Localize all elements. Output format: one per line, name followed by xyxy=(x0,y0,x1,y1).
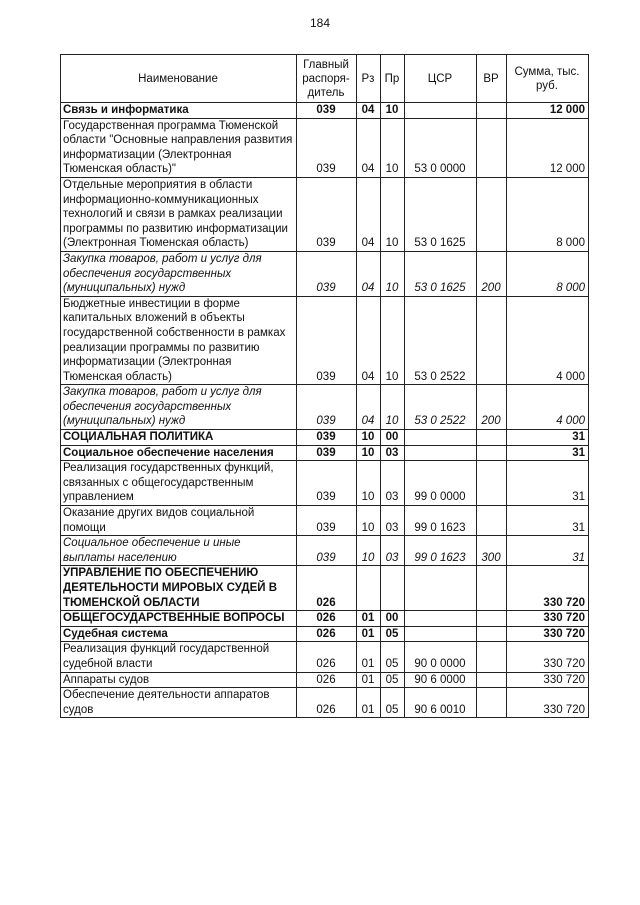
table-row xyxy=(61,536,589,566)
cell-csr: 90 0 0000 xyxy=(405,642,477,672)
table-row xyxy=(61,688,589,718)
table-row xyxy=(61,296,589,385)
cell-rz: 10 xyxy=(357,536,381,566)
cell-rz: 10 xyxy=(357,461,381,506)
cell-rz: 04 xyxy=(357,296,381,385)
table-row xyxy=(61,103,589,119)
cell-csr xyxy=(405,445,477,461)
cell-vr xyxy=(477,296,507,385)
cell-sum: 8 000 xyxy=(507,251,589,296)
cell-admin: 026 xyxy=(297,688,357,718)
cell-name: Судебная система xyxy=(61,626,297,642)
cell-pr: 05 xyxy=(381,626,405,642)
cell-rz: 04 xyxy=(357,251,381,296)
table-row xyxy=(61,251,589,296)
cell-pr: 10 xyxy=(381,177,405,251)
cell-csr: 90 6 0010 xyxy=(405,688,477,718)
cell-sum: 330 720 xyxy=(507,672,589,688)
cell-csr xyxy=(405,611,477,627)
cell-admin: 039 xyxy=(297,385,357,430)
cell-admin: 039 xyxy=(297,251,357,296)
header-csr: ЦСР xyxy=(405,55,477,103)
cell-sum: 330 720 xyxy=(507,688,589,718)
cell-rz: 04 xyxy=(357,118,381,177)
header-sum: Сумма, тыс. руб. xyxy=(507,55,589,103)
cell-name: УПРАВЛЕНИЕ ПО ОБЕСПЕЧЕНИЮ ДЕЯТЕЛЬНОСТИ МИРОВЫХ СУДЕЙ В ТЮМЕНСКОЙ ОБЛАСТИ xyxy=(61,566,297,611)
cell-admin: 026 xyxy=(297,611,357,627)
cell-vr xyxy=(477,642,507,672)
budget-table xyxy=(60,54,589,718)
cell-sum: 31 xyxy=(507,461,589,506)
cell-csr xyxy=(405,626,477,642)
cell-sum: 31 xyxy=(507,506,589,536)
cell-vr xyxy=(477,506,507,536)
cell-sum: 330 720 xyxy=(507,611,589,627)
cell-rz: 04 xyxy=(357,177,381,251)
cell-name: Аппараты судов xyxy=(61,672,297,688)
cell-sum: 31 xyxy=(507,536,589,566)
cell-name: СОЦИАЛЬНАЯ ПОЛИТИКА xyxy=(61,430,297,446)
cell-sum: 330 720 xyxy=(507,566,589,611)
table-row xyxy=(61,430,589,446)
cell-admin: 039 xyxy=(297,506,357,536)
cell-name: Бюджетные инвестиции в форме капитальных вложений в объекты государственной собственности в рамках реализации программы по развитию информатизации (Электронная Тюменская область) xyxy=(61,296,297,385)
cell-pr: 10 xyxy=(381,103,405,119)
cell-rz: 01 xyxy=(357,688,381,718)
cell-csr xyxy=(405,103,477,119)
table-row xyxy=(61,566,589,611)
cell-name: Реализация функций государственной судебной власти xyxy=(61,642,297,672)
cell-csr: 53 0 2522 xyxy=(405,385,477,430)
cell-rz: 01 xyxy=(357,642,381,672)
cell-pr: 03 xyxy=(381,445,405,461)
cell-name: Оказание других видов социальной помощи xyxy=(61,506,297,536)
cell-csr: 53 0 2522 xyxy=(405,296,477,385)
table-row xyxy=(61,118,589,177)
cell-vr xyxy=(477,445,507,461)
cell-sum: 4 000 xyxy=(507,296,589,385)
page-number: 184 xyxy=(309,16,331,30)
cell-vr: 200 xyxy=(477,385,507,430)
cell-pr: 05 xyxy=(381,672,405,688)
cell-vr: 200 xyxy=(477,251,507,296)
cell-vr xyxy=(477,672,507,688)
header-name: Наименование xyxy=(61,55,297,103)
cell-admin: 039 xyxy=(297,103,357,119)
cell-csr: 90 6 0000 xyxy=(405,672,477,688)
cell-vr xyxy=(477,688,507,718)
cell-pr xyxy=(381,566,405,611)
cell-rz: 04 xyxy=(357,385,381,430)
cell-admin: 026 xyxy=(297,672,357,688)
cell-rz: 10 xyxy=(357,445,381,461)
cell-name: Закупка товаров, работ и услуг для обеспечения государственных (муниципальных) нужд xyxy=(61,385,297,430)
cell-csr: 99 0 1623 xyxy=(405,536,477,566)
cell-pr: 05 xyxy=(381,688,405,718)
cell-admin: 039 xyxy=(297,536,357,566)
cell-sum: 31 xyxy=(507,445,589,461)
cell-csr: 99 0 0000 xyxy=(405,461,477,506)
cell-pr: 10 xyxy=(381,296,405,385)
cell-pr: 10 xyxy=(381,251,405,296)
cell-pr: 03 xyxy=(381,506,405,536)
cell-csr xyxy=(405,430,477,446)
cell-admin: 039 xyxy=(297,461,357,506)
cell-pr: 00 xyxy=(381,430,405,446)
cell-name: Социальное обеспечение и иные выплаты населению xyxy=(61,536,297,566)
table-row xyxy=(61,626,589,642)
header-admin: Главный распоря-дитель xyxy=(297,55,357,103)
cell-pr: 05 xyxy=(381,642,405,672)
cell-rz: 10 xyxy=(357,430,381,446)
table-row xyxy=(61,445,589,461)
cell-pr: 03 xyxy=(381,536,405,566)
cell-admin: 026 xyxy=(297,626,357,642)
cell-sum: 8 000 xyxy=(507,177,589,251)
cell-csr: 53 0 0000 xyxy=(405,118,477,177)
cell-vr xyxy=(477,177,507,251)
cell-csr: 99 0 1623 xyxy=(405,506,477,536)
table-row xyxy=(61,611,589,627)
table-row xyxy=(61,177,589,251)
cell-sum: 12 000 xyxy=(507,118,589,177)
cell-pr: 10 xyxy=(381,385,405,430)
cell-csr xyxy=(405,566,477,611)
cell-vr xyxy=(477,461,507,506)
table-body xyxy=(61,103,589,718)
cell-name: Государственная программа Тюменской области "Основные направления развития информатизации (Электронная Тюменская область)" xyxy=(61,118,297,177)
cell-csr: 53 0 1625 xyxy=(405,177,477,251)
cell-admin: 039 xyxy=(297,296,357,385)
cell-rz: 01 xyxy=(357,611,381,627)
table-row xyxy=(61,385,589,430)
cell-pr: 10 xyxy=(381,118,405,177)
cell-vr xyxy=(477,118,507,177)
cell-vr xyxy=(477,566,507,611)
cell-rz xyxy=(357,566,381,611)
cell-admin: 026 xyxy=(297,566,357,611)
cell-name: Закупка товаров, работ и услуг для обеспечения государственных (муниципальных) нужд xyxy=(61,251,297,296)
cell-vr xyxy=(477,430,507,446)
cell-admin: 039 xyxy=(297,177,357,251)
cell-vr xyxy=(477,626,507,642)
cell-pr: 03 xyxy=(381,461,405,506)
table-row xyxy=(61,461,589,506)
cell-name: Реализация государственных функций, связанных с общегосударственным управлением xyxy=(61,461,297,506)
cell-name: Обеспечение деятельности аппаратов судов xyxy=(61,688,297,718)
header-vr: ВР xyxy=(477,55,507,103)
cell-name: Связь и информатика xyxy=(61,103,297,119)
cell-rz: 04 xyxy=(357,103,381,119)
cell-name: Социальное обеспечение населения xyxy=(61,445,297,461)
cell-pr: 00 xyxy=(381,611,405,627)
cell-admin: 039 xyxy=(297,118,357,177)
cell-rz: 01 xyxy=(357,626,381,642)
cell-csr: 53 0 1625 xyxy=(405,251,477,296)
table-row xyxy=(61,506,589,536)
cell-rz: 10 xyxy=(357,506,381,536)
cell-name: ОБЩЕГОСУДАРСТВЕННЫЕ ВОПРОСЫ xyxy=(61,611,297,627)
cell-rz: 01 xyxy=(357,672,381,688)
cell-vr xyxy=(477,611,507,627)
cell-sum: 330 720 xyxy=(507,642,589,672)
cell-name: Отдельные мероприятия в области информационно-коммуникационных технологий и связи в рамках реализации программы по развитию информатизации (Электронная Тюменская область) xyxy=(61,177,297,251)
cell-admin: 039 xyxy=(297,445,357,461)
header-rz: Рз xyxy=(357,55,381,103)
table-row xyxy=(61,672,589,688)
cell-admin: 039 xyxy=(297,430,357,446)
cell-sum: 31 xyxy=(507,430,589,446)
cell-sum: 330 720 xyxy=(507,626,589,642)
cell-vr: 300 xyxy=(477,536,507,566)
table-header-row xyxy=(61,55,589,103)
table-row xyxy=(61,642,589,672)
cell-admin: 026 xyxy=(297,642,357,672)
cell-sum: 4 000 xyxy=(507,385,589,430)
header-pr: Пр xyxy=(381,55,405,103)
cell-vr xyxy=(477,103,507,119)
cell-sum: 12 000 xyxy=(507,103,589,119)
